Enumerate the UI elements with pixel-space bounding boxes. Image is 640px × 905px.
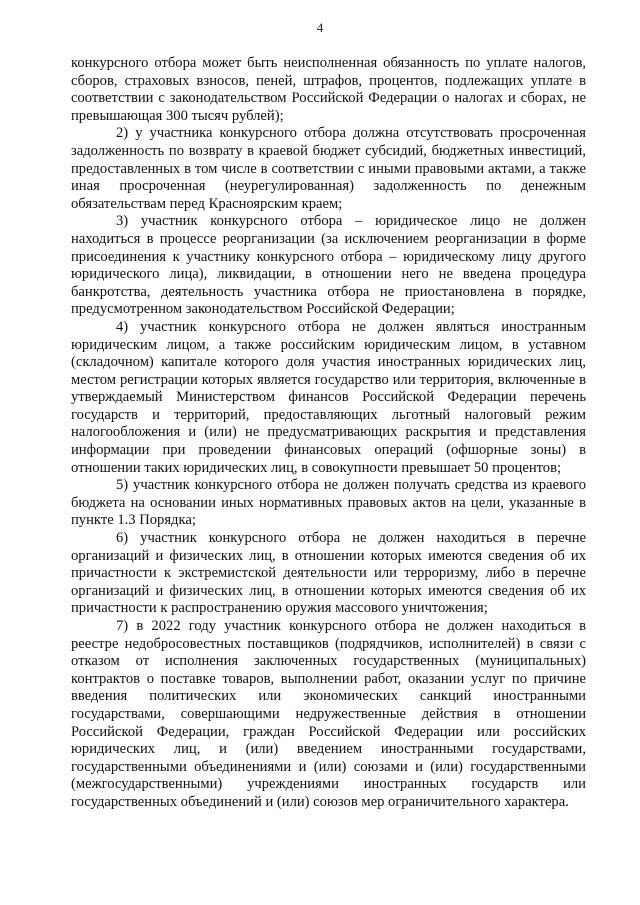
paragraph-item-4: 4) участник конкурсного отбора не должен являться иностранным юридическим лицом, а также российским юридическим лицом, в уставном (складочном) капитале которого доля участия иностранных юридических лиц, местом регистрации которых является государство или территория, включенные в утверждаемый Министерством финансов Российской Федерации перечень государств и территорий, предоставляющих льготный налоговый режим налогообложения и (или) не предусматривающих раскрытия и представления информации при проведении финансовых операций (офшорные зоны) в отношении таких юридических лиц, в совокупности превышает 50 процентов; <box>71 318 586 476</box>
paragraph-item-5: 5) участник конкурсного отбора не должен получать средства из краевого бюджета на основании иных нормативных правовых актов на цели, указанные в пункте 1.3 Порядка; <box>71 477 586 529</box>
paragraph-item-7: 7) в 2022 году участник конкурсного отбора не должен находиться в реестре недобросовестных поставщиков (подрядчиков, исполнителей) в связи с отказом от исполнения заключенных государственных (муниципальных) контрактов о поставке товаров, выполнении работ, оказании услуг по причине введения политических или экономических санкций иностранными государствами, совершающими недружественные действия в отношении Российской Федерации, граждан Российской Федерации или российских юридических лиц, и (или) введением иностранными государствами, государственными объединениями и (или) союзами и (или) государственными (межгосударственными) учреждениями иностранных государств или государственных объединений и (или) союзов мер ограничительного характера. <box>71 618 586 810</box>
paragraph-item-2: 2) у участника конкурсного отбора должна отсутствовать просроченная задолженность по возврату в краевой бюджет субсидий, бюджетных инвестиций, предоставленных в том числе в соответствии с иными правовыми актами, а также иная просроченная (неурегулированная) задолженность по денежным обязательствам перед Красноярским краем; <box>71 125 586 212</box>
page-number: 4 <box>316 20 324 35</box>
paragraph-item-3: 3) участник конкурсного отбора – юридическое лицо не должен находиться в процессе реорганизации (за исключением реорганизации в форме присоединения к участнику конкурсного отбора – юридическому лицу другого юридического лица), ликвидации, в отношении него не введена процедура банкротства, деятельность участника отбора не приостановлена в порядке, предусмотренном законодательством Российской Федерации; <box>71 213 586 318</box>
paragraph-continuation: конкурсного отбора может быть неисполненная обязанность по уплате налогов, сборов, страховых взносов, пеней, штрафов, процентов, подлежащих уплате в соответствии с законодательством Российской Федерации о налогах и сборах, не превышающая 300 тысяч рублей); <box>71 55 586 124</box>
paragraph-item-6: 6) участник конкурсного отбора не должен находиться в перечне организаций и физических лиц, в отношении которых имеются сведения об их причастности к экстремистской деятельности или терроризму, либо в перечне организаций и физических лиц, в отношении которых имеются сведения об их причастности к распространению оружия массового уничтожения; <box>71 530 586 617</box>
document-body <box>71 55 586 812</box>
